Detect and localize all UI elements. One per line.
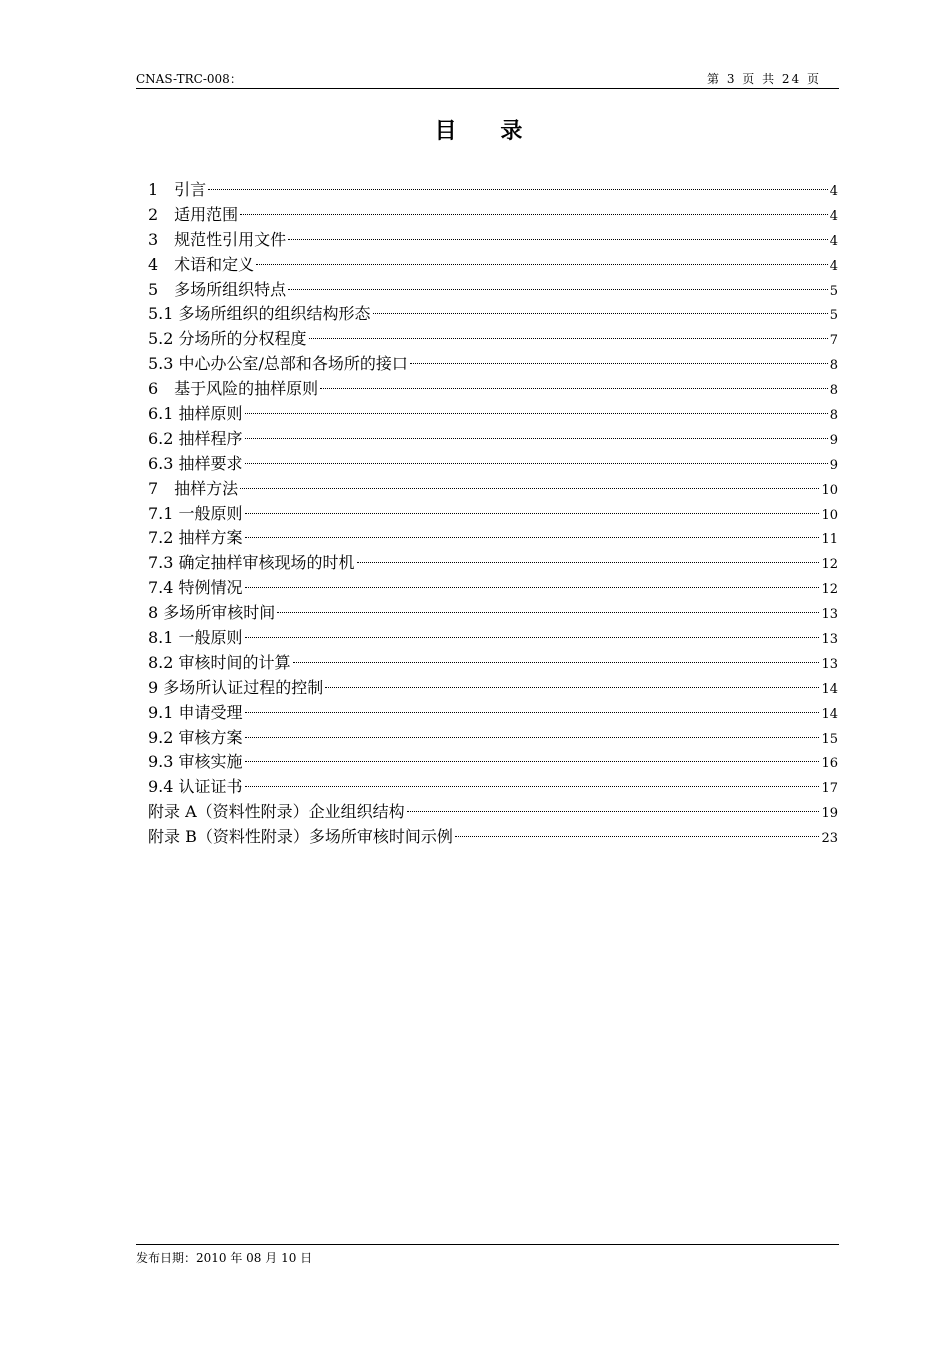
toc-entry[interactable]: [148, 651, 838, 676]
toc-leader-dots: [245, 513, 820, 514]
toc-entry[interactable]: [148, 526, 838, 551]
toc-entry-label: 1 引言: [148, 180, 207, 199]
toc-leader-dots: [245, 712, 820, 713]
toc-entry-page: 23: [821, 831, 838, 847]
toc-leader-dots: [309, 338, 828, 339]
toc-entry-page: 9: [829, 432, 838, 448]
toc-entry[interactable]: [148, 502, 838, 527]
toc-entry-label: 5.1 多场所组织的组织结构形态: [148, 304, 371, 324]
toc-entry-page: 12: [821, 582, 838, 598]
toc-entry[interactable]: [148, 576, 838, 601]
toc-leader-dots: [288, 289, 828, 290]
toc-entry-label: 6.3 抽样要求: [148, 453, 243, 473]
toc-entry[interactable]: [148, 726, 838, 751]
toc-entry-page: 17: [821, 781, 838, 797]
toc-entry-label: 9.2 审核方案: [148, 727, 243, 747]
toc-entry[interactable]: [148, 402, 838, 427]
toc-leader-dots: [245, 413, 828, 414]
toc-leader-dots: [288, 239, 828, 240]
toc-entry-page: 16: [821, 756, 838, 772]
toc-leader-dots: [357, 562, 820, 563]
toc-entry-label: 7.4 特例情况: [148, 578, 243, 598]
toc-leader-dots: [407, 811, 820, 812]
toc-entry[interactable]: [148, 427, 838, 452]
toc-leader-dots: [410, 363, 828, 364]
toc-entry-page: 9: [829, 457, 838, 473]
toc-entry-label: 5.2 分场所的分权程度: [148, 329, 307, 349]
toc-leader-dots: [245, 438, 828, 439]
toc-entry-page: 8: [829, 358, 838, 374]
toc-entry[interactable]: [148, 601, 838, 626]
toc-entry-page: 5: [829, 308, 838, 324]
toc-leader-dots: [455, 836, 820, 837]
toc-entry[interactable]: [148, 551, 838, 576]
toc-entry-label: 6.2 抽样程序: [148, 428, 243, 448]
toc-entry[interactable]: [148, 750, 838, 775]
toc-entry[interactable]: [148, 228, 838, 253]
toc-entry-page: 10: [821, 482, 838, 498]
toc-entry[interactable]: [148, 302, 838, 327]
toc-leader-dots: [320, 388, 828, 389]
toc-entry[interactable]: [148, 352, 838, 377]
document-code: CNAS-TRC-008：: [136, 72, 242, 86]
toc-entry-label: 6.1 抽样原则: [148, 404, 243, 424]
toc-entry-label: 8.1 一般原则: [148, 628, 243, 648]
toc-entry[interactable]: [148, 178, 838, 203]
toc-entry-page: 8: [829, 408, 838, 424]
toc-title: 目 录: [434, 118, 541, 144]
toc-entry-label: 6 基于风险的抽样原则: [148, 379, 319, 399]
toc-entry-page: 13: [821, 607, 838, 623]
toc-leader-dots: [245, 737, 820, 738]
toc-entry-page: 7: [829, 333, 838, 349]
toc-entry-label: 9 多场所认证过程的控制: [148, 677, 324, 697]
toc-entry-page: 4: [829, 184, 838, 199]
toc-entry-label: 2 适用范围: [148, 204, 239, 224]
toc-entry[interactable]: [148, 701, 838, 726]
toc-entry-page: 10: [821, 507, 838, 523]
toc-leader-dots: [245, 786, 820, 787]
toc-entry-label: 7.3 确定抽样审核现场的时机: [148, 553, 355, 573]
toc-leader-dots: [240, 488, 819, 489]
toc-entry[interactable]: [148, 676, 838, 701]
toc-entry[interactable]: [148, 278, 838, 303]
toc-entry-label: 7 抽样方法: [148, 478, 239, 498]
toc-entry-label: 5.3 中心办公室/总部和各场所的接口: [148, 354, 408, 374]
toc-entry-page: 8: [829, 383, 838, 399]
toc-leader-dots: [245, 463, 828, 464]
toc-leader-dots: [373, 313, 828, 314]
toc-entry-page: 11: [821, 532, 838, 548]
toc-leader-dots: [240, 214, 828, 215]
toc-entry[interactable]: [148, 825, 838, 850]
toc-entry-label: 附录 B（资料性附录）多场所审核时间示例: [148, 827, 453, 847]
toc-entry[interactable]: [148, 477, 838, 502]
toc-leader-dots: [256, 264, 828, 265]
toc-entry-label: 7.1 一般原则: [148, 503, 243, 523]
toc-entry-label: 9.4 认证证书: [148, 777, 243, 797]
toc-entry-label: 7.2 抽样方案: [148, 528, 243, 548]
page-number-info: 第 3 页 共 24 页: [707, 72, 821, 86]
toc-leader-dots: [245, 587, 820, 588]
toc-leader-dots: [245, 637, 820, 638]
toc-entry-page: 4: [829, 208, 838, 224]
toc-entry-page: 4: [829, 233, 838, 249]
toc-entry[interactable]: [148, 800, 838, 825]
toc-entry[interactable]: [148, 203, 838, 228]
toc-entry-page: 12: [821, 557, 838, 573]
toc-entry[interactable]: [148, 626, 838, 651]
toc-entry-page: 4: [829, 258, 838, 274]
toc-leader-dots: [245, 761, 820, 762]
toc-entry-label: 附录 A（资料性附录）企业组织结构: [148, 802, 405, 822]
toc-entry[interactable]: [148, 452, 838, 477]
toc-leader-dots: [208, 189, 828, 190]
toc-entry-label: 5 多场所组织特点: [148, 279, 287, 299]
toc-entry-page: 15: [821, 731, 838, 747]
toc-leader-dots: [277, 612, 819, 613]
toc-entry-page: 13: [821, 632, 838, 648]
toc-entry[interactable]: [148, 775, 838, 800]
toc-leader-dots: [325, 687, 819, 688]
table-of-contents: [148, 178, 838, 850]
toc-entry-page: 5: [829, 283, 838, 299]
toc-entry-label: 9.1 申请受理: [148, 702, 243, 722]
page-header: [136, 68, 839, 89]
toc-entry-page: 13: [821, 656, 838, 672]
toc-entry-label: 9.3 审核实施: [148, 752, 243, 772]
toc-entry-page: 19: [821, 806, 838, 822]
toc-entry[interactable]: [148, 327, 838, 352]
page-footer: [136, 1244, 839, 1266]
toc-entry[interactable]: [148, 253, 838, 278]
toc-leader-dots: [245, 537, 820, 538]
toc-entry-label: 4 术语和定义: [148, 254, 255, 274]
toc-entry-label: 3 规范性引用文件: [148, 229, 287, 249]
toc-entry[interactable]: [148, 377, 838, 402]
publish-date: 发布日期：2010 年 08 月 10 日: [136, 1251, 313, 1265]
toc-leader-dots: [293, 662, 820, 663]
toc-entry-label: 8 多场所审核时间: [148, 603, 276, 623]
toc-entry-label: 8.2 审核时间的计算: [148, 652, 291, 672]
toc-entry-page: 14: [821, 681, 838, 697]
toc-entry-page: 14: [821, 706, 838, 722]
